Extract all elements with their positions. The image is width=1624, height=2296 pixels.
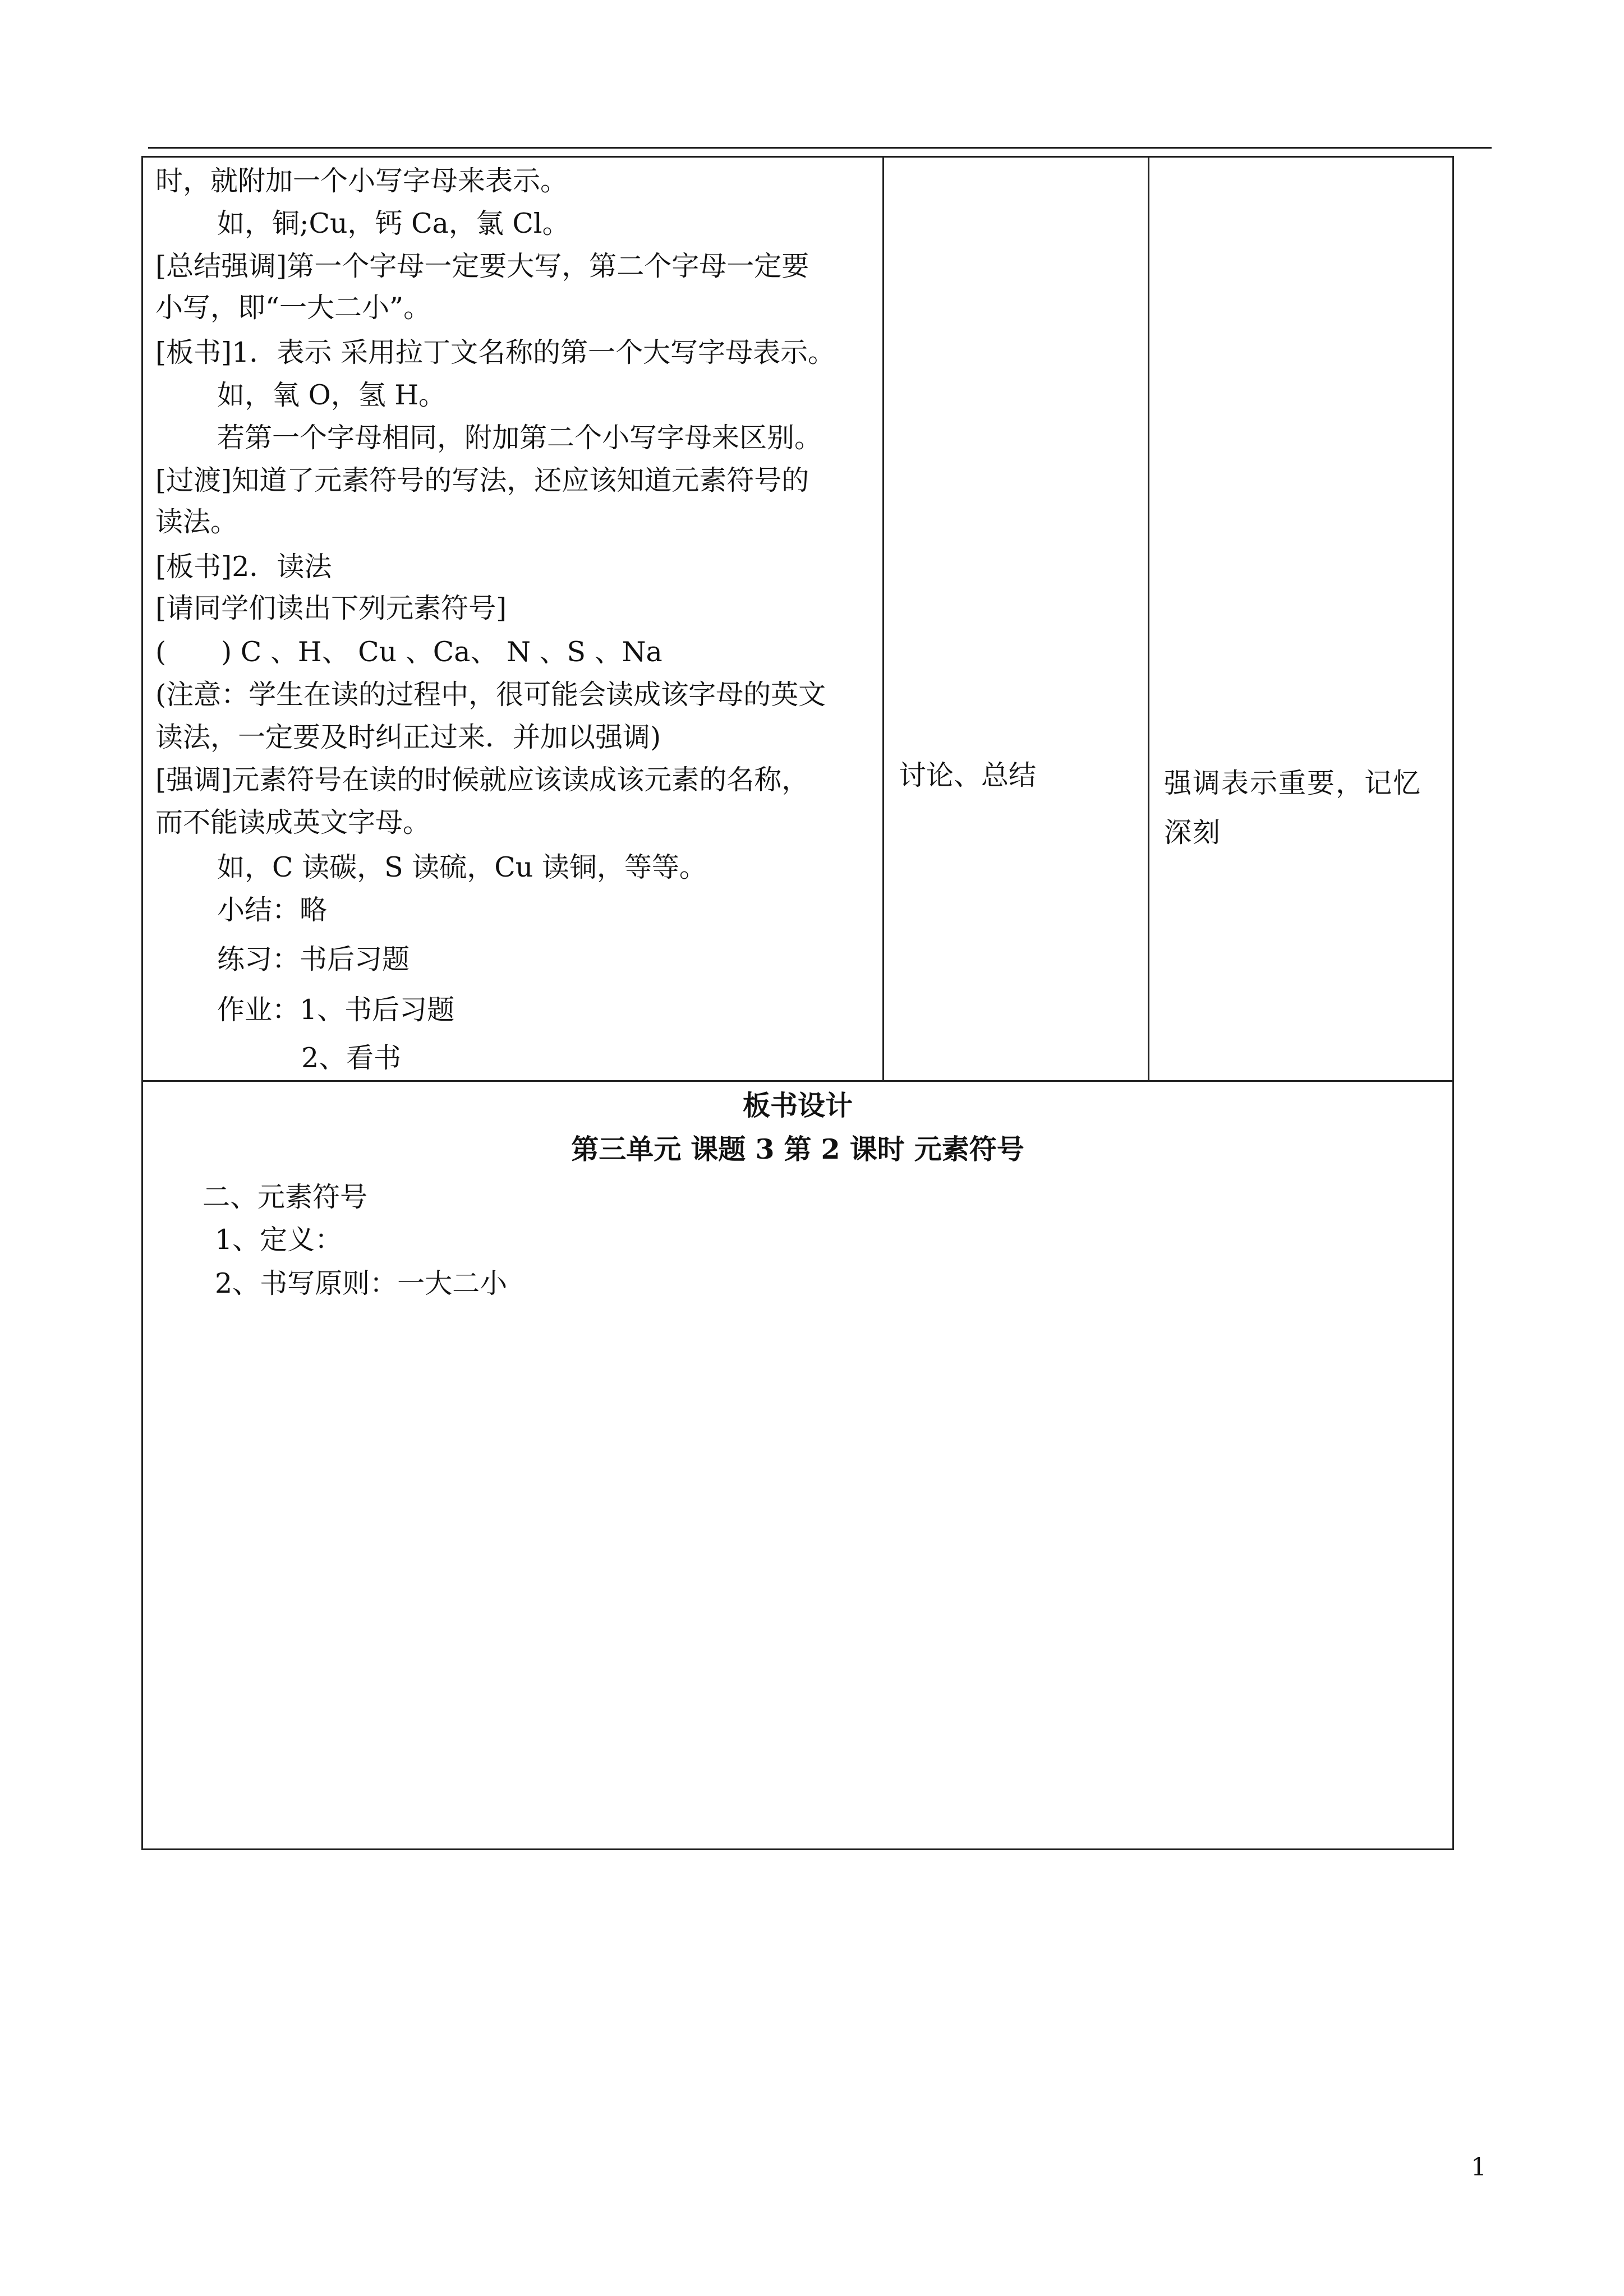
- content-line: 作业：1、书后习题: [217, 994, 455, 1026]
- content-line: 读法，一定要及时纠正过来．并加以强调): [155, 721, 661, 753]
- design-intent-text: 强调表示重要，记忆深刻: [1164, 767, 1422, 849]
- teaching-content-cell: [142, 157, 884, 1081]
- board-design-row: [142, 1081, 1453, 1850]
- board-design-line: 2、书写原则：一大二小: [215, 1267, 508, 1299]
- content-line: ( ) C 、H、 Cu 、Ca、 N 、S 、Na: [155, 636, 663, 668]
- board-design-line: 1、定义：: [215, 1224, 343, 1256]
- content-line: 如，C 读碳，S 读硫，Cu 读铜，等等。: [217, 851, 707, 883]
- content-line: 如，氧 O，氢 H。: [217, 379, 447, 411]
- content-line: [总结强调]第一个字母一定要大写，第二个字母一定要: [155, 250, 809, 282]
- design-intent-cell: [1149, 157, 1453, 1081]
- board-design-line: 二、元素符号: [203, 1181, 368, 1213]
- content-line: [请同学们读出下列元素符号]: [155, 592, 507, 624]
- content-line: [板书]2．读法: [155, 551, 332, 583]
- content-line: 小结：略: [217, 894, 328, 926]
- content-line: 如，铜;Cu，钙 Ca，氯 Cl。: [217, 208, 570, 239]
- content-line: 若第一个字母相同，附加第二个小写字母来区别。: [217, 422, 822, 454]
- content-line: 小写，即“一大二小”。: [155, 292, 431, 324]
- page-number: 1: [1471, 2153, 1487, 2182]
- content-line: 练习：书后习题: [217, 943, 410, 975]
- board-design-heading: 板书设计: [742, 1089, 853, 1122]
- content-line: 读法。: [155, 506, 238, 538]
- content-line: [强调]元素符号在读的时候就应该读成该元素的名称，: [155, 764, 809, 796]
- content-line: 2、看书: [301, 1042, 402, 1074]
- board-design-cell: [142, 1081, 1453, 1850]
- lesson-table: [141, 156, 1454, 1850]
- lesson-row: [142, 157, 1453, 1081]
- content-line: (注意：学生在读的过程中，很可能会读成该字母的英文: [155, 679, 826, 711]
- student-activity-text: 讨论、总结: [899, 759, 1037, 791]
- content-line: 时，就附加一个小写字母来表示。: [155, 165, 568, 197]
- student-activity-cell: [884, 157, 1149, 1081]
- content-line: 而不能读成英文字母。: [155, 806, 431, 838]
- content-line: [过渡]知道了元素符号的写法，还应该知道元素符号的: [155, 464, 809, 496]
- header-rule: [148, 147, 1492, 149]
- content-line: [板书]1．表示 采用拉丁文名称的第一个大写字母表示。: [155, 336, 835, 368]
- board-design-subheading: 第三单元 课题 3 第 2 课时 元素符号: [571, 1133, 1024, 1165]
